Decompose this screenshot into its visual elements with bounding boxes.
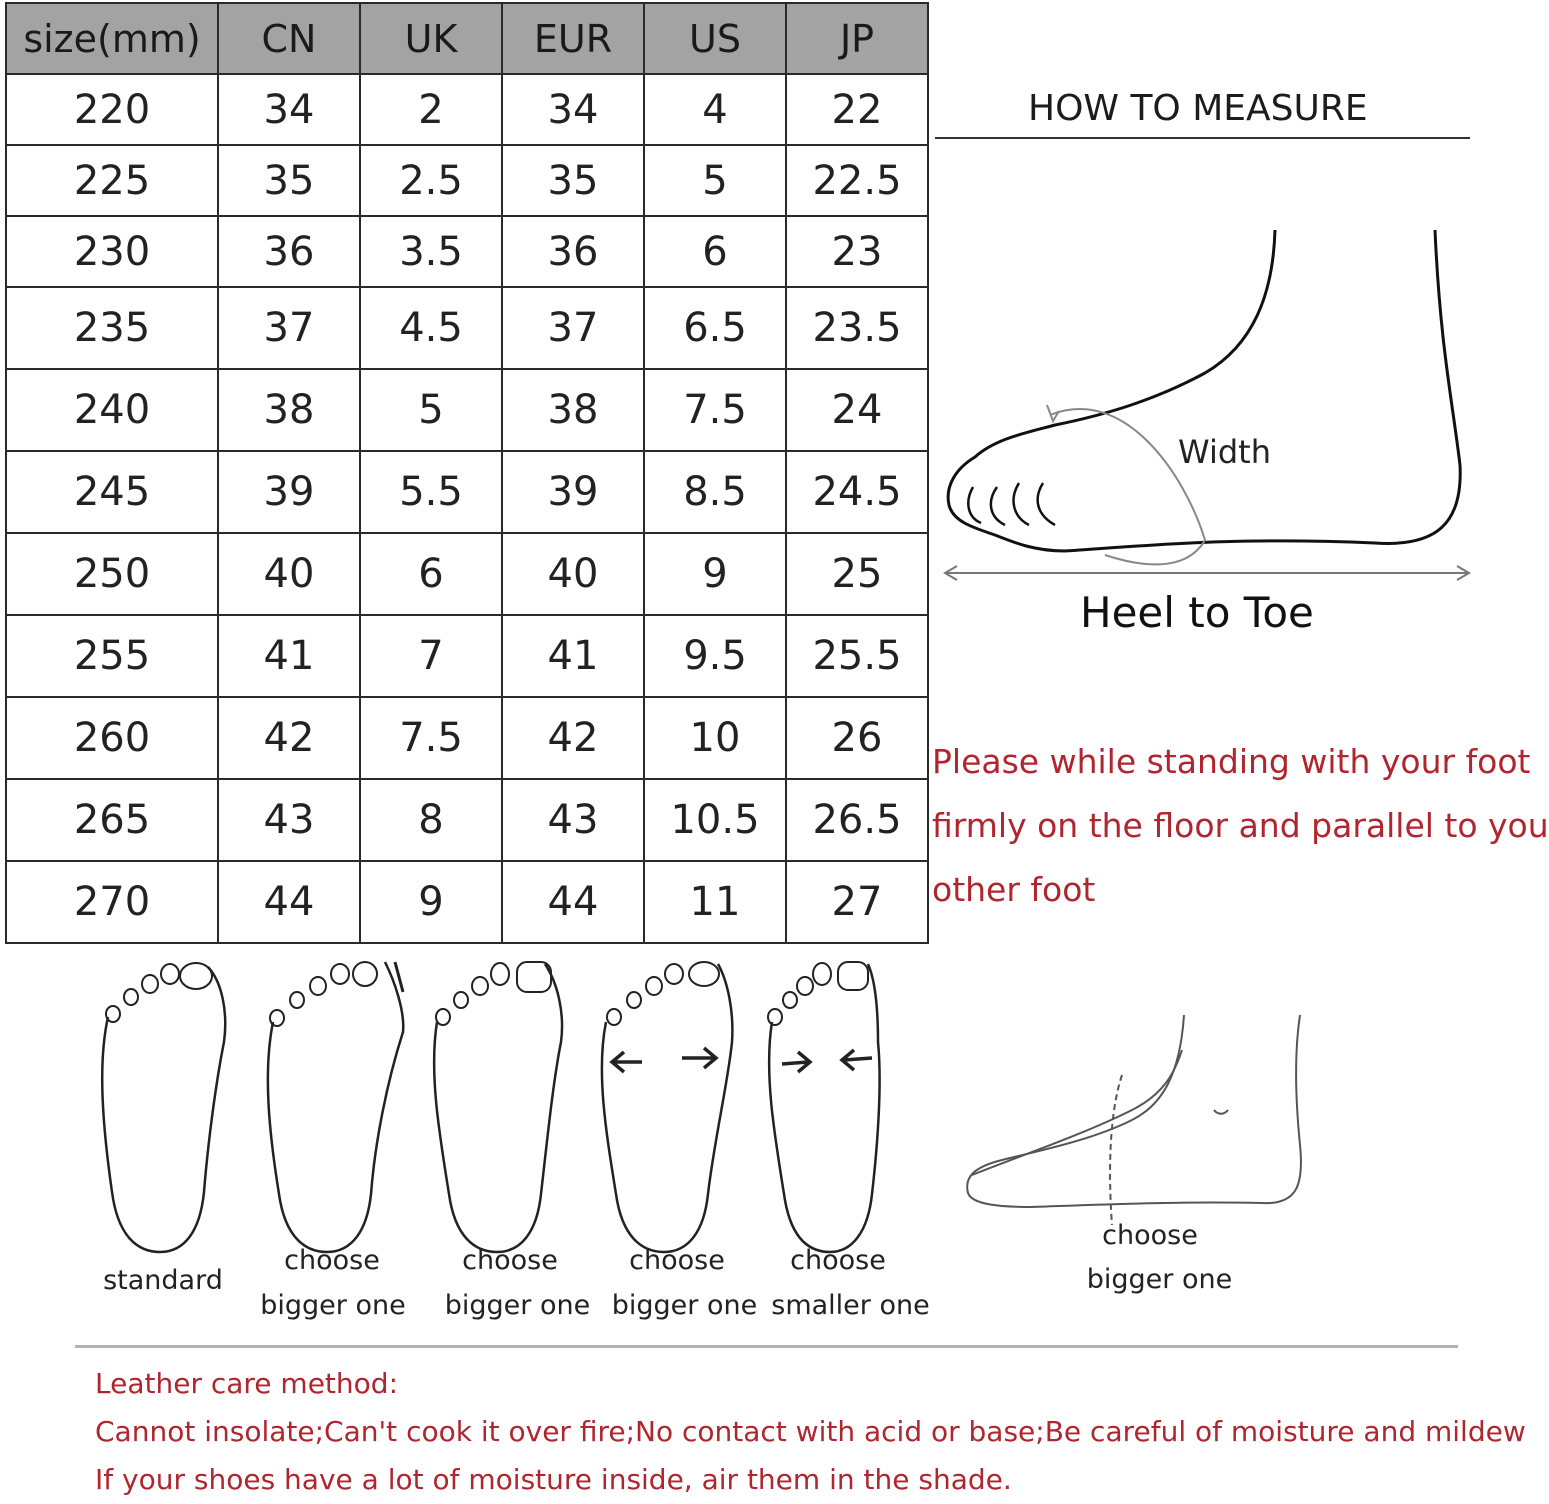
header-size-mm: size(mm) <box>6 3 218 74</box>
table-cell: 8 <box>360 779 502 861</box>
table-row <box>6 861 928 943</box>
table-header-row <box>6 3 928 74</box>
table-row <box>6 74 928 145</box>
table-cell: 22 <box>786 74 928 145</box>
toe-lines <box>968 483 1055 525</box>
instruction-line: other foot <box>932 870 1096 909</box>
table-row <box>6 779 928 861</box>
table-cell: 36 <box>218 216 360 287</box>
foot-high-instep-illustration <box>962 1015 1322 1235</box>
foot-type-standard <box>88 962 248 1252</box>
header-uk: UK <box>360 3 502 74</box>
table-cell: 2 <box>360 74 502 145</box>
table-cell: 270 <box>6 861 218 943</box>
foot-bunion-icon <box>255 962 415 1252</box>
table-row <box>6 615 928 697</box>
table-cell: 4 <box>644 74 786 145</box>
foot-type-caption: bigger one <box>444 1290 591 1321</box>
foot-type-caption: choose <box>284 1245 380 1276</box>
table-cell: 23.5 <box>786 287 928 369</box>
care-title: Leather care method: <box>95 1367 398 1400</box>
foot-type-caption: bigger one <box>611 1290 758 1321</box>
heel-to-toe-label: Heel to Toe <box>1080 588 1314 637</box>
foot-type-caption: smaller one <box>771 1290 930 1321</box>
table-cell: 22.5 <box>786 145 928 216</box>
table-row <box>6 145 928 216</box>
table-row <box>6 216 928 287</box>
header-us: US <box>644 3 786 74</box>
table-cell: 35 <box>218 145 360 216</box>
table-cell: 43 <box>502 779 644 861</box>
title-divider <box>935 137 1470 139</box>
table-cell: 9 <box>360 861 502 943</box>
table-cell: 36 <box>502 216 644 287</box>
foot-standard-icon <box>88 962 238 1252</box>
header-eur: EUR <box>502 3 644 74</box>
arrow-right-icon <box>782 1052 810 1072</box>
table-row <box>6 369 928 451</box>
arrow-right-icon <box>682 1048 716 1068</box>
table-cell: 3.5 <box>360 216 502 287</box>
table-cell: 37 <box>218 287 360 369</box>
table-cell: 235 <box>6 287 218 369</box>
foot-side-view-illustration <box>935 225 1475 585</box>
foot-type-caption: choose <box>629 1245 725 1276</box>
section-divider <box>75 1345 1458 1348</box>
header-cn: CN <box>218 3 360 74</box>
table-cell: 6 <box>360 533 502 615</box>
foot-type-caption: standard <box>103 1265 223 1296</box>
table-cell: 9.5 <box>644 615 786 697</box>
side-foot-caption: choose <box>1102 1220 1198 1251</box>
table-cell: 260 <box>6 697 218 779</box>
table-cell: 40 <box>218 533 360 615</box>
table-cell: 37 <box>502 287 644 369</box>
table-cell: 5 <box>644 145 786 216</box>
table-cell: 4.5 <box>360 287 502 369</box>
table-cell: 6 <box>644 216 786 287</box>
table-cell: 23 <box>786 216 928 287</box>
table-cell: 6.5 <box>644 287 786 369</box>
table-cell: 9 <box>644 533 786 615</box>
table-cell: 26.5 <box>786 779 928 861</box>
table-row <box>6 451 928 533</box>
table-cell: 240 <box>6 369 218 451</box>
table-cell: 10.5 <box>644 779 786 861</box>
table-cell: 265 <box>6 779 218 861</box>
table-cell: 34 <box>218 74 360 145</box>
measure-instruction <box>932 730 1549 922</box>
table-cell: 44 <box>502 861 644 943</box>
table-cell: 7 <box>360 615 502 697</box>
table-row <box>6 697 928 779</box>
table-cell: 24.5 <box>786 451 928 533</box>
table-cell: 44 <box>218 861 360 943</box>
table-cell: 39 <box>502 451 644 533</box>
foot-outline <box>948 230 1460 551</box>
table-cell: 25.5 <box>786 615 928 697</box>
foot-type-caption: bigger one <box>260 1290 406 1321</box>
foot-type-caption: choose <box>462 1245 558 1276</box>
foot-wide-icon <box>592 962 742 1252</box>
foot-type-bunion <box>255 962 415 1252</box>
size-chart-table <box>5 2 929 944</box>
table-row <box>6 533 928 615</box>
foot-type-caption: choose <box>790 1245 886 1276</box>
how-to-measure-title: HOW TO MEASURE <box>1028 88 1368 129</box>
table-cell: 5.5 <box>360 451 502 533</box>
table-cell: 43 <box>218 779 360 861</box>
foot-narrow-icon <box>760 962 910 1252</box>
table-cell: 8.5 <box>644 451 786 533</box>
table-cell: 230 <box>6 216 218 287</box>
table-cell: 7.5 <box>360 697 502 779</box>
foot-type-wide-toes <box>425 962 585 1252</box>
side-foot-caption: bigger one <box>1086 1264 1233 1295</box>
table-cell: 38 <box>218 369 360 451</box>
table-cell: 220 <box>6 74 218 145</box>
table-cell: 11 <box>644 861 786 943</box>
table-cell: 27 <box>786 861 928 943</box>
table-cell: 42 <box>218 697 360 779</box>
table-cell: 39 <box>218 451 360 533</box>
leather-care-section <box>95 1360 1526 1504</box>
foot-wide-toes-icon <box>425 962 575 1252</box>
table-cell: 42 <box>502 697 644 779</box>
instruction-line: firmly on the floor and parallel to you <box>932 806 1549 845</box>
table-cell: 38 <box>502 369 644 451</box>
width-label: Width <box>1178 433 1271 471</box>
table-cell: 7.5 <box>644 369 786 451</box>
table-cell: 225 <box>6 145 218 216</box>
header-jp: JP <box>786 3 928 74</box>
foot-type-narrow-foot <box>760 962 920 1252</box>
table-cell: 245 <box>6 451 218 533</box>
table-cell: 40 <box>502 533 644 615</box>
care-line: Cannot insolate;Can't cook it over fire;No contact with acid or base;Be careful of moisture and mildew <box>95 1415 1526 1448</box>
table-cell: 41 <box>218 615 360 697</box>
table-cell: 255 <box>6 615 218 697</box>
table-cell: 25 <box>786 533 928 615</box>
table-cell: 5 <box>360 369 502 451</box>
instruction-line: Please while standing with your foot <box>932 742 1531 781</box>
table-cell: 250 <box>6 533 218 615</box>
table-cell: 34 <box>502 74 644 145</box>
care-line: If your shoes have a lot of moisture inside, air them in the shade. <box>95 1463 1012 1496</box>
arrow-left-icon <box>842 1050 872 1070</box>
arrow-left-icon <box>612 1052 642 1072</box>
table-cell: 35 <box>502 145 644 216</box>
table-cell: 26 <box>786 697 928 779</box>
table-cell: 10 <box>644 697 786 779</box>
table-cell: 2.5 <box>360 145 502 216</box>
foot-type-wide-foot <box>592 962 752 1252</box>
table-cell: 41 <box>502 615 644 697</box>
table-cell: 24 <box>786 369 928 451</box>
table-row <box>6 287 928 369</box>
